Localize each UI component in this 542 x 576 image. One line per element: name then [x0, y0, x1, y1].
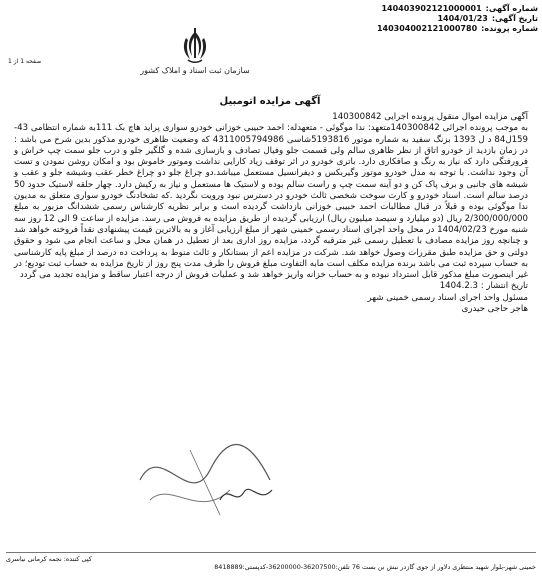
notice-date-label: تاریخ آگهی: — [491, 14, 538, 23]
notice-title: آگهی مزایده اتومبیل — [219, 96, 321, 107]
case-number-row — [238, 24, 538, 34]
notice-body — [14, 112, 528, 315]
notice-number-row — [238, 4, 538, 14]
organization-name: سازمان ثبت اسناد و املاک کشور — [140, 66, 250, 75]
iran-emblem-icon — [178, 26, 212, 66]
copier-name: کپی کننده: نجمه کرمانی نیاسری — [6, 555, 92, 563]
case-number: 140304002121000780 — [376, 24, 478, 33]
notice-date: 1404/01/23 — [437, 14, 488, 23]
publication-date: تاریخ انتشار : 1404.2.3 — [439, 281, 528, 292]
notice-number-label: شماره آگهی: — [485, 4, 538, 13]
notice-number: 140403902121000001 — [381, 4, 482, 13]
notice-heading-line: آگهی مزایده اموال منقول پرونده اجرایی 140300842 — [332, 112, 528, 122]
notice-meta — [238, 4, 538, 34]
signatory-name: هاجر حاجی حیدری — [461, 304, 528, 315]
notice-date-row — [238, 14, 538, 24]
office-address: خمینی شهر-بلوار شهید منتظری دلاور از جوی گازدر نبش بن بست 76 تلفن:36207500-36200000-كدپستی:8418889 — [214, 563, 536, 571]
notice-main-paragraph: به موجب پرونده اجرائی 140300842متعهد: ندا موگوئی - متعهدله: احمد حبیبی خوزانی خودرو سواری پراید هاچ بک 111به شماره انتظامی 43-159ل84 د ل 1393 بزنگ سفید به شماره موتور 5193816شاسی 4311005794986 که وضعیت ظاهری خودرو مذکور بدین شرح می باشد : در زمان بازدید از خودرو اتاق از نظر ظاهری سالم ولی قسمت جلو وفیال تصادف و بازسازی شده و گلگیر جلو و درب جلو سمت چپ خراش و فرورفتگی دارد که نیاز به رنگ و صافکاری دارد. باتری خودرو در اثر توقف زیاد کارایی نداشت وموتور خاموش بود و امکان روشن نمودن و تست آن وجود نداشت. با توجه به مدل خودرو موتور وگیربکس و دیفرانسیل مستعمل میباشد.دو چراغ جلو دو چراغ خطر عقب وشیشه جلو و عقب و شیشه های جانبی و برف پاک کن و دو آینه سمت چپ و راست سالم بوده و لاستیک ها مستعمل و نیاز به رکیش دارد. چهار حلقه لاستیک حدود 50 درصد سالم است. اسناد خودرو و کارت سوخت شخصی ثالث خودرو در دسترس نبود ورویت نگردید .که تشخادنگ خودرو سواری متعلق به مدیون ندا موگوئی بوده و قبلاً در قبال مطالبات احمد حبیبی خوزانی بازداشت گردیده است و برابر نظریه کارشناس رسمی ششدانگ مزبور به مبلغ 2/300/000/000 ریال (دو میلیارد و سیصد میلیون ریال) ارزیابی گردیده از طریق مزایده به فروش می رسد. مزایده از ساعت 9 الی 12 روز سه شنبه مورخ 1404/02/23 در محل واحد اجرای اسناد رسمی خمینی شهر از مبلغ ارزیابی آغاز و به بالاترین قیمت پیشنهادی نقداً فروخته خواهد شد و چنانچه روز مزایده مصادف با تعطیل رسمی غیر مترقبه گردد، مزایده روز اداری بعد از تعطیل در همان محل و ساعت انجام می شود و حقوق دولتی و حق مزایده طبق مقررات وصول خواهد شد. شرکت در مزایده اعم از بستانکار و ثالث منوط به پرداخت ده درصد از مبلغ پایه کارشناسی به حساب سپرده ثبت می باشد برنده مزایده مکلف است مابه التفاوت مبلغ فروش را ظرف مدت پنج روز از تاریخ مزایده به حساب ثبت تودیع؛ در غیر اینصورت مبلغ مذکور قابل استرداد نبوده و به حساب خزانه واریز خواهد شد و عملیات فروش از درجه اعتبار ساقط و مزایده تجدید می گردد — [14, 123, 529, 281]
page-number: صفحه 1 از 1 — [8, 58, 42, 65]
signatory-title: مسئول واحد اجرای اسناد رسمی خمینی شهر — [367, 292, 528, 303]
case-number-label: شماره پرونده: — [481, 24, 538, 33]
page-footer — [6, 552, 536, 571]
signature-icon — [216, 480, 276, 510]
